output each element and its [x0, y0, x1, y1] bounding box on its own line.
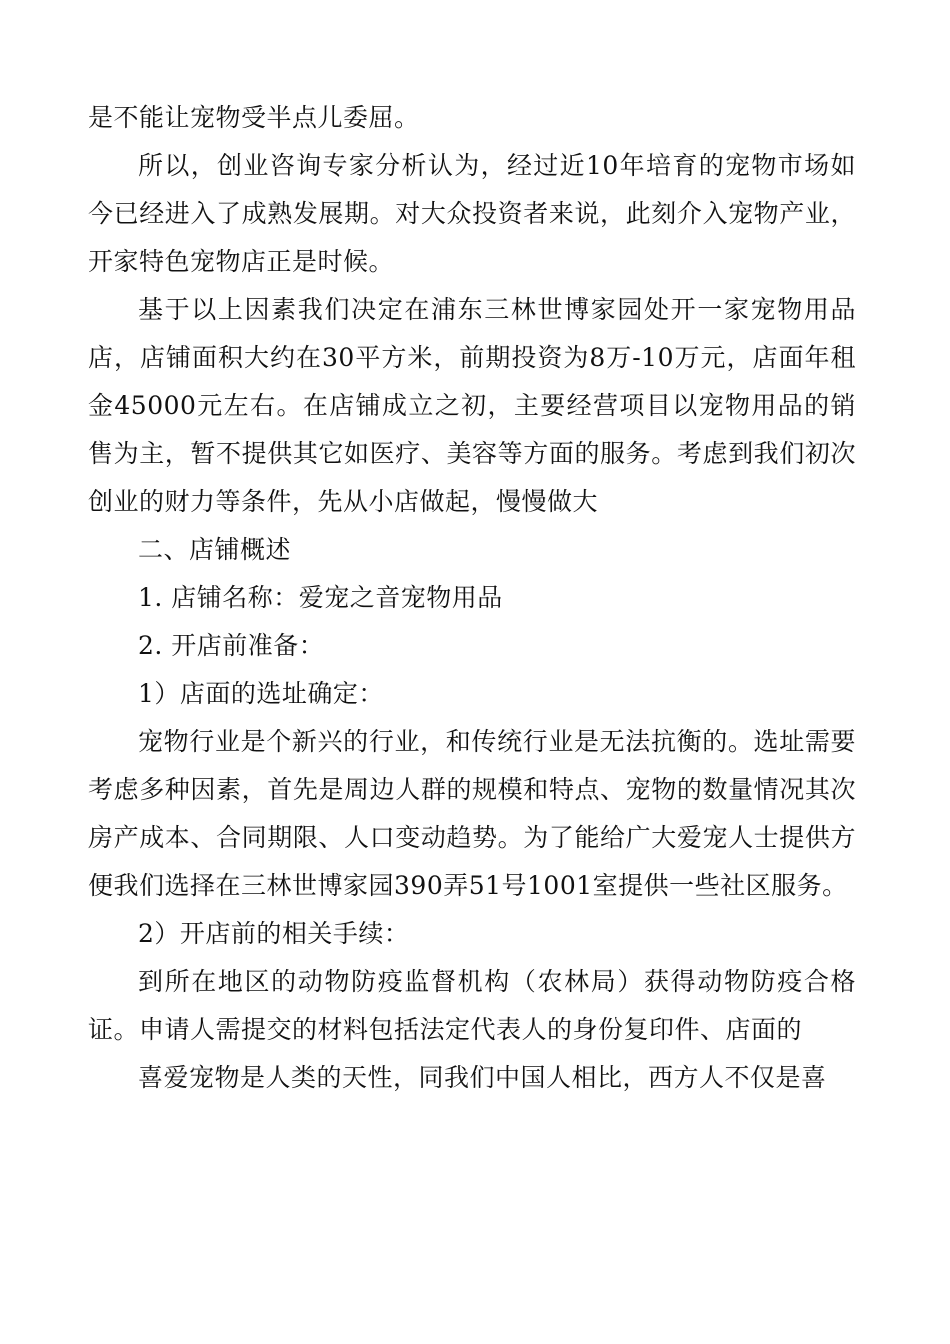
paragraph-market-analysis: 所以，创业咨询专家分析认为，经过近10年培育的宠物市场如今已经进入了成熟发展期。对大众投资者来说，此刻介入宠物产业，开家特色宠物店正是时候。 — [88, 151, 856, 276]
paragraph-location-details: 宠物行业是个新兴的行业，和传统行业是无法抗衡的。选址需要考虑多种因素，首先是周边人群的规模和特点、宠物的数量情况其次房产成本、合同期限、人口变动趋势。为了能给广大爱宠人士提供方便我们选择在三林世博家园390弄51号1001室提供一些社区服务。 — [88, 727, 856, 900]
document-body — [88, 94, 856, 1102]
paragraph-procedures-details: 到所在地区的动物防疫监督机构（农林局）获得动物防疫合格证。申请人需提交的材料包括法定代表人的身份复印件、店面的 — [88, 967, 856, 1044]
paragraph-pet-love: 喜爱宠物是人类的天性，同我们中国人相比，西方人不仅是喜 — [138, 1063, 827, 1092]
section-heading-store-overview: 二、店铺概述 — [138, 535, 292, 564]
subitem-location: 1）店面的选址确定： — [138, 679, 384, 708]
item-preparation: 2. 开店前准备： — [138, 631, 325, 660]
paragraph-store-plan: 基于以上因素我们决定在浦东三林世博家园处开一家宠物用品店，店铺面积大约在30平方米，前期投资为8万-10万元，店面年租金45000元左右。在店铺成立之初，主要经营项目以宠物用品的销售为主，暂不提供其它如医疗、美容等方面的服务。考虑到我们初次创业的财力等条件，先从小店做起，慢慢做大 — [88, 295, 856, 516]
subitem-procedures: 2）开店前的相关手续： — [138, 919, 410, 948]
paragraph-continuation: 是不能让宠物受半点儿委屈。 — [88, 103, 420, 132]
item-store-name: 1. 店铺名称：爱宠之音宠物用品 — [138, 583, 503, 612]
